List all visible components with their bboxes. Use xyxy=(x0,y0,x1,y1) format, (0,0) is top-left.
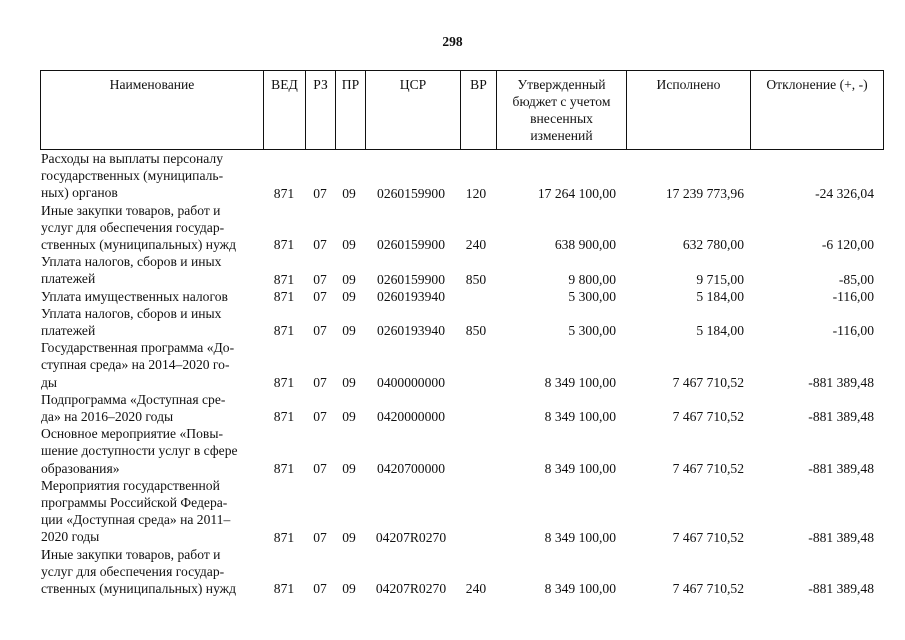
row-ved: 871 xyxy=(273,323,295,339)
row-rz: 07 xyxy=(313,460,327,476)
row-deviation: -881 389,48 xyxy=(808,374,874,390)
row-executed: 632 780,00 xyxy=(682,237,744,253)
row-rz: 07 xyxy=(313,529,327,545)
table-row xyxy=(40,305,884,339)
row-name: Уплата налогов, сборов и иных платежей xyxy=(41,305,222,339)
table-header xyxy=(40,70,884,150)
row-pr: 09 xyxy=(342,323,356,339)
row-vr: 850 xyxy=(465,271,487,287)
header-budget: Утвержденный бюджет с учетом внесенных изменений xyxy=(496,71,626,149)
row-budget: 8 349 100,00 xyxy=(544,581,616,597)
header-vr: ВР xyxy=(460,71,496,149)
row-name: Расходы на выплаты персоналу государственных (муниципаль- ных) органов xyxy=(41,151,224,201)
row-vr: 240 xyxy=(465,237,487,253)
row-csr: 0420700000 xyxy=(377,460,445,476)
table-row xyxy=(40,150,884,202)
row-pr: 09 xyxy=(342,529,356,545)
row-rz: 07 xyxy=(313,185,327,201)
row-pr: 09 xyxy=(342,237,356,253)
row-rz: 07 xyxy=(313,288,327,304)
header-ved: ВЕД xyxy=(263,71,305,149)
row-budget: 17 264 100,00 xyxy=(537,185,616,201)
row-vr: 120 xyxy=(465,185,487,201)
row-executed: 7 467 710,52 xyxy=(672,409,744,425)
table-row xyxy=(40,391,884,425)
header-name: Наименование xyxy=(109,77,195,92)
row-csr: 0260159900 xyxy=(377,237,445,253)
row-rz: 07 xyxy=(313,409,327,425)
row-ved: 871 xyxy=(273,581,295,597)
row-ved: 871 xyxy=(273,529,295,545)
row-vr: 240 xyxy=(465,581,487,597)
row-executed: 7 467 710,52 xyxy=(672,460,744,476)
row-pr: 09 xyxy=(342,581,356,597)
row-name: Уплата налогов, сборов и иных платежей xyxy=(41,254,222,287)
row-csr: 0260193940 xyxy=(377,323,445,339)
row-executed: 9 715,00 xyxy=(696,271,744,287)
row-budget: 8 349 100,00 xyxy=(544,374,616,390)
row-pr: 09 xyxy=(342,288,356,304)
row-vr: 850 xyxy=(465,323,487,339)
row-name: Основное мероприятие «Повы- шение доступности услуг в сфере образования» xyxy=(41,426,238,476)
row-executed: 7 467 710,52 xyxy=(672,374,744,390)
row-deviation: -881 389,48 xyxy=(808,581,874,597)
row-deviation: -6 120,00 xyxy=(821,237,874,253)
row-budget: 5 300,00 xyxy=(568,288,616,304)
row-budget: 638 900,00 xyxy=(554,237,616,253)
header-rz: РЗ xyxy=(305,71,335,149)
row-executed: 7 467 710,52 xyxy=(672,529,744,545)
header-deviation: Отклонение (+, -) xyxy=(750,71,883,149)
row-csr: 0420000000 xyxy=(377,409,445,425)
budget-table xyxy=(40,70,884,597)
row-budget: 9 800,00 xyxy=(568,271,616,287)
row-name: Иные закупки товаров, работ и услуг для обеспечения государ- ственных (муниципальных) нужд xyxy=(41,546,236,597)
row-rz: 07 xyxy=(313,271,327,287)
row-deviation: -881 389,48 xyxy=(808,460,874,476)
row-pr: 09 xyxy=(342,409,356,425)
table-row xyxy=(40,339,884,391)
row-budget: 5 300,00 xyxy=(568,323,616,339)
row-name: Подпрограмма «Доступная сре- да» на 2016–2020 годы xyxy=(41,391,226,425)
row-pr: 09 xyxy=(342,271,356,287)
row-csr: 04207R0270 xyxy=(375,581,447,597)
row-executed: 7 467 710,52 xyxy=(672,581,744,597)
row-executed: 5 184,00 xyxy=(696,323,744,339)
table-row xyxy=(40,202,884,254)
header-pr: ПР xyxy=(335,71,365,149)
row-budget: 8 349 100,00 xyxy=(544,460,616,476)
row-ved: 871 xyxy=(273,271,295,287)
row-rz: 07 xyxy=(313,323,327,339)
row-ved: 871 xyxy=(273,237,295,253)
row-pr: 09 xyxy=(342,374,356,390)
row-name: Мероприятия государственной программы Российской Федера- ции «Доступная среда» на 2011– 2020 годы xyxy=(41,477,231,545)
row-rz: 07 xyxy=(313,237,327,253)
table-row xyxy=(40,288,884,305)
table-row xyxy=(40,253,884,287)
row-deviation: -85,00 xyxy=(838,271,874,287)
row-csr: 0260159900 xyxy=(377,185,445,201)
row-deviation: -24 326,04 xyxy=(815,185,874,201)
header-executed: Исполнено xyxy=(626,71,750,149)
page-number: 298 xyxy=(442,34,463,49)
row-ved: 871 xyxy=(273,185,295,201)
row-rz: 07 xyxy=(313,374,327,390)
row-csr: 04207R0270 xyxy=(375,529,447,545)
row-ved: 871 xyxy=(273,374,295,390)
row-budget: 8 349 100,00 xyxy=(544,529,616,545)
row-executed: 17 239 773,96 xyxy=(665,185,744,201)
row-pr: 09 xyxy=(342,185,356,201)
row-name: Иные закупки товаров, работ и услуг для обеспечения государ- ственных (муниципальных) нужд xyxy=(41,202,236,253)
row-csr: 0260159900 xyxy=(377,271,445,287)
header-csr: ЦСР xyxy=(365,71,460,149)
table-body xyxy=(40,150,884,597)
row-deviation: -116,00 xyxy=(832,323,874,339)
row-pr: 09 xyxy=(342,460,356,476)
row-csr: 0400000000 xyxy=(377,374,445,390)
row-ved: 871 xyxy=(273,409,295,425)
table-row xyxy=(40,477,884,546)
row-deviation: -881 389,48 xyxy=(808,409,874,425)
row-deviation: -116,00 xyxy=(832,288,874,304)
table-row xyxy=(40,546,884,598)
row-name: Уплата имущественных налогов xyxy=(41,288,228,304)
row-executed: 5 184,00 xyxy=(696,288,744,304)
row-csr: 0260193940 xyxy=(377,288,445,304)
table-row xyxy=(40,425,884,477)
row-rz: 07 xyxy=(313,581,327,597)
row-deviation: -881 389,48 xyxy=(808,529,874,545)
row-ved: 871 xyxy=(273,460,295,476)
row-ved: 871 xyxy=(273,288,295,304)
row-name: Государственная программа «До- ступная среда» на 2014–2020 го- ды xyxy=(41,340,235,390)
row-budget: 8 349 100,00 xyxy=(544,409,616,425)
